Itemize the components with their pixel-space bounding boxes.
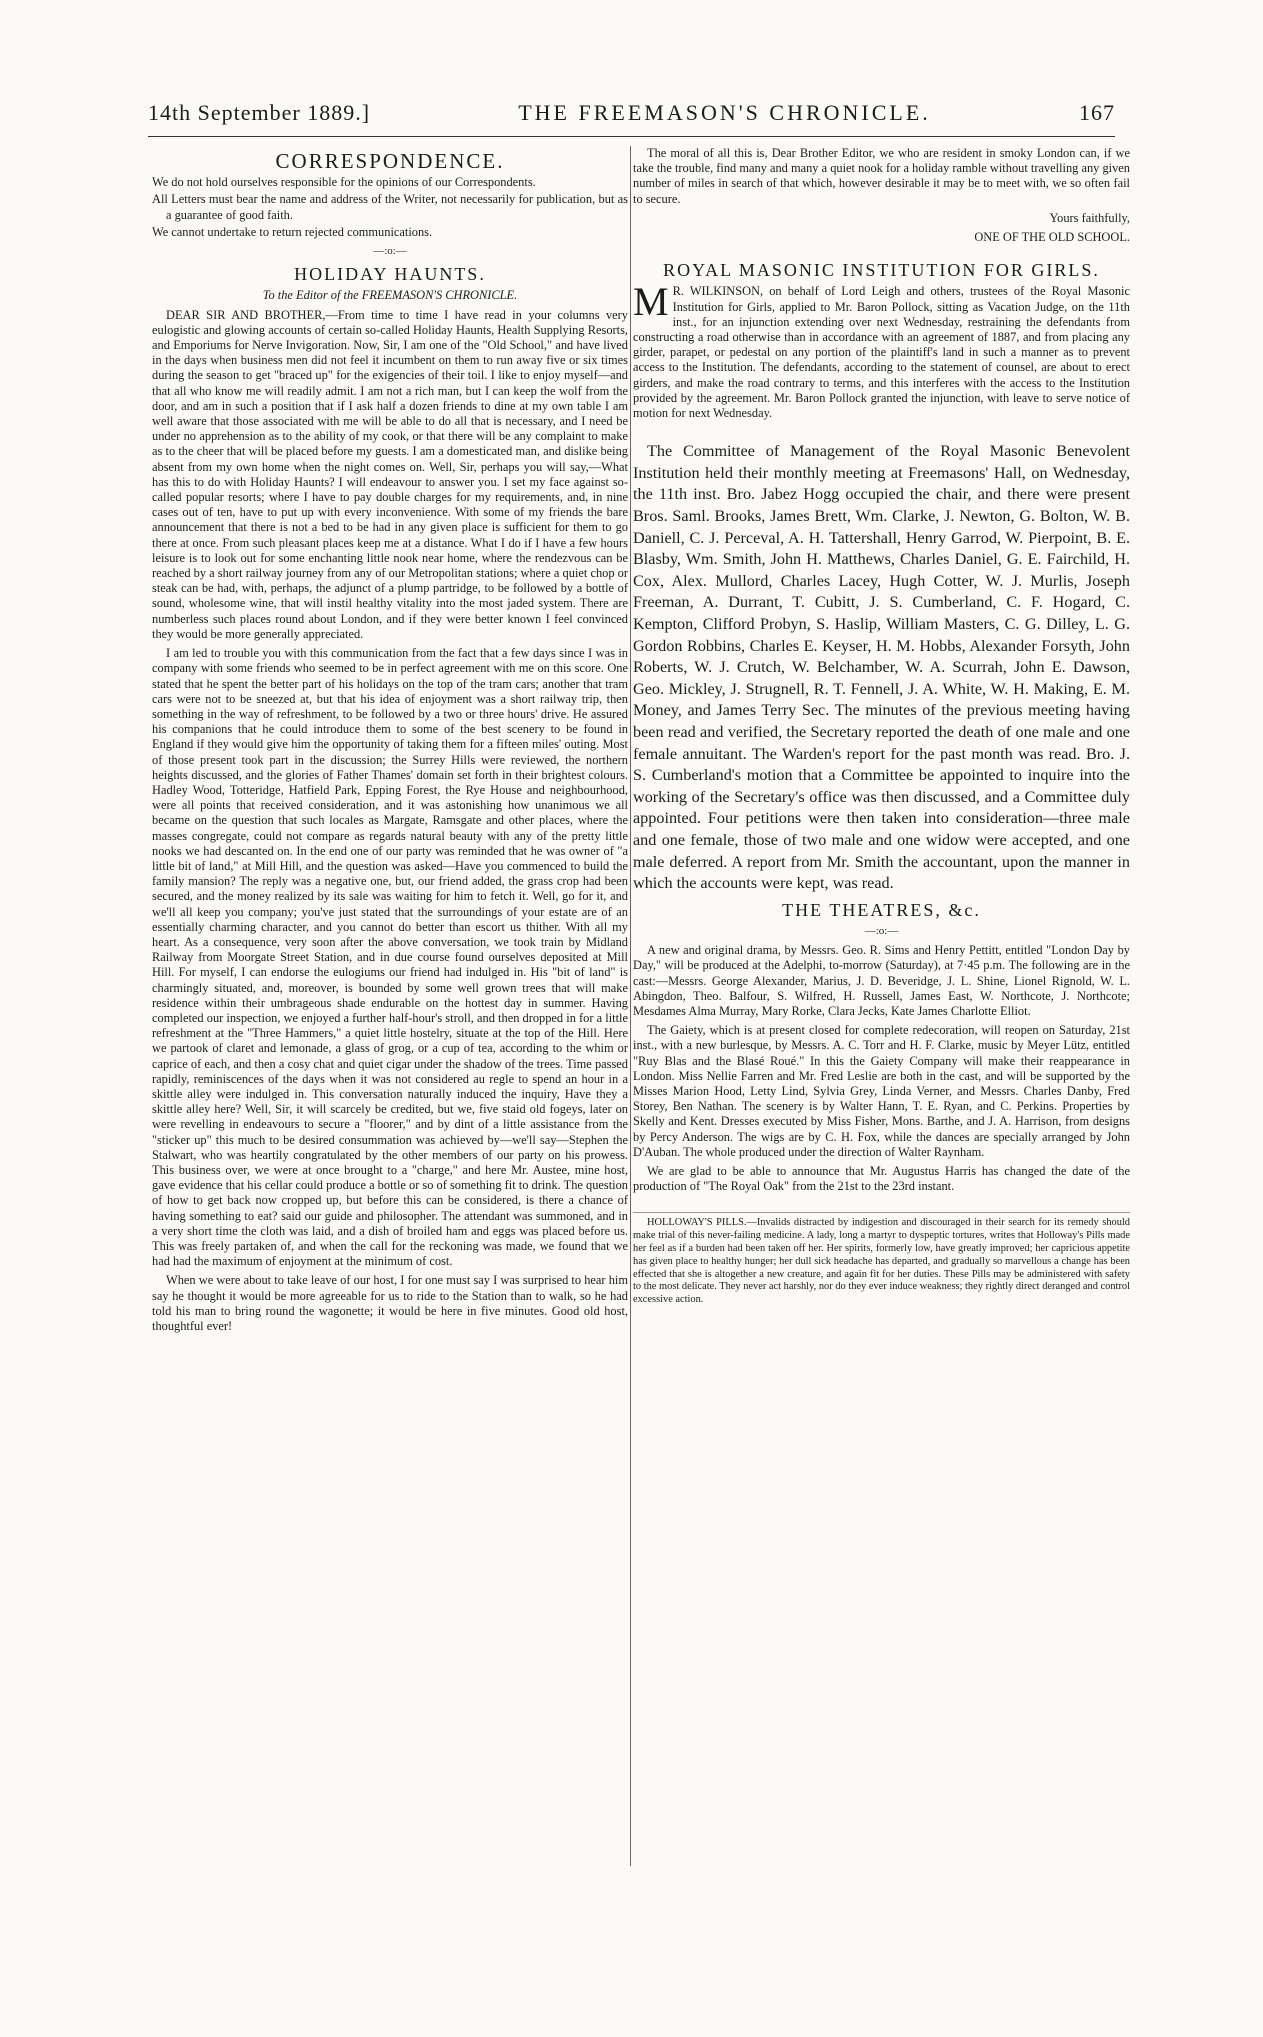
- right-column: [633, 146, 1130, 1866]
- header-title: THE FREEMASON'S CHRONICLE.: [518, 100, 931, 125]
- benevolent-paragraph: The Committee of Management of the Royal Masonic Benevolent Institution held their monthly meeting at Freemasons' Hall, on Wednesday, the 11th inst. Bro. Jabez Hogg occupied the chair, and there were present Bros. Saml. Brooks, James Brett, Wm. Clarke, J. Newton, G. Bolton, W. B. Daniell, C. J. Perceval, A. H. Tattershall, Henry Garrod, W. Pierpoint, B. E. Blasby, Wm. Smith, John H. Matthews, Charles Daniel, G. E. Fairchild, H. Cox, Alex. Mullord, Charles Lacey, Hugh Cotter, W. J. Murlis, Joseph Freeman, A. Durrant, T. Cubitt, J. S. Cumberland, C. F. Hogard, C. Kempton, Clifford Probyn, S. Haslip, William Masters, C. G. Dilley, L. G. Gordon Robbins, Charles E. Keyser, H. M. Hobbs, Alexander Forsyth, John Roberts, W. J. Crutch, W. Belchamber, W. A. Scurrah, John E. Dawson, Geo. Mickley, J. Strugnell, R. T. Fennell, J. A. White, W. H. Making, E. M. Money, and James Terry Sec. The minutes of the previous meeting having been read and verified, the Secretary reported the death of one male and one female annuitant. The Warden's report for the past month was read. Bro. J. S. Cumberland's motion that a Committee be appointed to inquire into the working of the Secretary's office was then discussed, and a Committee duly appointed. Four petitions were then taken into consideration—three male and one female, those of two male and one widow were accepted, and one male deferred. A report from Mr. Smith the accountant, upon the manner in which the accounts were kept, was read.: [633, 442, 1130, 893]
- holiday-heading: HOLIDAY HAUNTS.: [294, 264, 486, 285]
- section-separator: —:o:—: [864, 924, 899, 937]
- holiday-paragraph: DEAR SIR AND BROTHER,—From time to time I have read in your columns very eulogistic and glowing accounts of certain so-called Holiday Haunts, Health Supplying Resorts, and Emporiums for Nerve Invigoration. Now, Sir, I am one of the "Old School," and have lived in the days when business men did not feel it incumbent on them to run away five or six times during the season to get "braced up" for the exigencies of their toil. I like to enjoy myself—and that all who know me will readily admit. I am not a rich man, but I can keep the wolf from the door, and am in such a position that if I ask half a dozen friends to dine at my own table I am well aware that those associated with me will be able to do all that is necessary, and I need be under no apprehension as to the ability of my cook, or that there will be any complaint to make as to the cheer that will be placed before my guests. I am a domesticated man, and dislike being absent from my own home when the night comes on. Well, Sir, perhaps you will say,—What has this to do with Holiday Haunts? I will endeavour to answer you. I set my face against so-called popular resorts; where I have to pay double charges for my requirements, and, in nine cases out of ten, have to put up with every inconvenience. With some of my friends the bare announcement that there is not a bed to be had in any given place is sufficient for them to go there at once. From such pleasant places keep me at a distance. What I do if I have a few hours leisure is to look out for some enchanting little nook near home, where the rendezvous can be reached by a short railway journey from any of our Metropolitan stations; where a quiet chop or steak can be had, with, perhaps, the adjunct of a plump partridge, to be followed by a bottle of sound, wholesome wine, that will instil healthy vitality into the most jaded system. There are numberless such places round about London, and if they were better known I feel convinced they would be more generally appreciated.: [152, 307, 628, 641]
- theatres-paragraph: The Gaiety, which is at present closed for complete redecoration, will reopen on Saturday, 21st inst., with a new burlesque, by Messrs. A. C. Torr and H. F. Clarke, music by Meyer Lütz, entitled "Ruy Blas and the Blasé Roué." In this the Gaiety Company will make their reappearance in London. Miss Nellie Farren and Mr. Fred Leslie are both in the cast, and will be supported by the Misses Marion Hood, Letty Lind, Sylvia Grey, Linda Verner, and Messrs. Charles Danby, Fred Storey, Ben Nathan. The scenery is by Walter Hann, T. E. Ryan, and C. Perkins. Properties by Skelly and Kent. Dresses executed by Miss Fisher, Mons. Barthe, and J. A. Harrison, from designs by Percy Anderson. The wigs are by C. H. Fox, while the dances are specially arranged by John D'Auban. The whole produced under the direction of Walter Raynham.: [633, 1023, 1130, 1159]
- column-divider: [630, 146, 631, 1866]
- left-column: [152, 146, 628, 1866]
- theatres-heading: THE THEATRES, &c.: [782, 899, 981, 920]
- holiday-paragraph: I am led to trouble you with this communication from the fact that a few days since I was in company with some friends who seemed to be in perfect agreement with me on this score. One stated that he spent the better part of his holidays on the top of the tram cars; another that tram cars were not to be sneezed at, but that his idea of enjoyment was a short railway trip, then something in the way of refreshment, to be followed by a two or three hours' drive. He assured his companions that he could introduce them to some of the best scenery to be found in England if they would give him the opportunity of taking them for a fifteen miles' outing. Most of those present took part in the discussion; the Surrey Hills were reviewed, the northern heights discussed, and the glories of Father Thames' domain set forth in their brightest colours. Hadley Wood, Totteridge, Hatfield Park, Epping Forest, the Rye House and neighbourhood, were all points that received consideration, and it was astonishing how unanimous we all became on the question that such locales as Margate, Ramsgate and other places, where the masses congregate, could not compare as regards natural beauty with any of the pretty little nooks we had descanted on. In the end one of our party was reminded that he was owner of "a little bit of land," at Mill Hill, and the question was asked—Have you commenced to build the family mansion? The reply was a negative one, but, our friend added, the grass crop had been secured, and the money realized by its sale was waiting for him to fetch it. Well, go for it, and we'll all keep you company; you've just stated that the surroundings of your estate are of an essentially charming character, and you cannot do better than escort us thither. With all my heart. As a consequence, very soon after the above conversation, we took train by Midland Railway from Moorgate Street Station, and in due course found ourselves deposited at Mill Hill. For myself, I can endorse the eulogiums our friend had indulged in. His "bit of land" is charmingly situated, and, moreover, is bounded by some well grown trees that will make residence within their umbrageous shade endurable on the hottest day in summer. Having completed our inspection, we enjoyed a further half-hour's stroll, and then dropped in for a little refreshment at the "Three Hammers," a quiet little hostelry, situate at the top of the Hill. Here we partook of claret and lemonade, a glass of grog, or a cup of tea, according to the whim or caprice of each, and then a cosy chat and quiet cigar under the shadow of the trees. Time passed rapidly, reminiscences of the days when it was not considered au regle to spend an hour in a skittle alley were indulged in. This conversation naturally induced the inquiry, Have they a skittle alley here? Well, Sir, it will scarcely be credited, but we, five staid old fogeys, later on were revelling in endeavours to secure a "floorer," and by dint of a little assistance from the "sticker up" this much to be desired consummation was achieved by—we'll say—Stephen the Stalwart, who was heartily congratulated by the other members of our party on his prowess. This business over, we were at once brought to a "charge," and here Mr. Austee, mine host, gave evidence that his cellar could produce a bottle or so of something fit to drink. The question of how to get back now cropped up, but before this can be considered, is there a chance of having something to eat? said our guide and philosopher. The attendant was summoned, and in a very short time the cloth was laid, and a dish of broiled ham and eggs was placed before us. This was freely partaken of, and when the call for the reckoning was made, we found that we had had the maximum of enjoyment at the minimum of cost.: [152, 646, 628, 1269]
- header-rule: [148, 136, 1115, 137]
- correspondence-note: All Letters must bear the name and address of the Writer, not necessarily for publication, but as a guarantee of good faith.: [152, 192, 628, 222]
- rmig-text: R. WILKINSON, on behalf of Lord Leigh and others, trustees of the Royal Masonic Institution for Girls, applied to Mr. Baron Pollock, sitting as Vacation Judge, on the 11th inst., for an injunction extending over next Wednesday, restraining the defendants from constructing a road otherwise than in accordance with an agreement of 1887, and from placing any girder, parapet, or pedestal on any portion of the plaintiff's land in such a manner as to prevent access to the Institution. The defendants, according to the statement of counsel, are about to erect girders, and make the road contrary to terms, and this interferes with the access to the Institution provided by the agreement. Mr. Baron Pollock granted the injunction, with leave to serve notice of motion for next Wednesday.: [633, 284, 1130, 421]
- header-page-number: 167: [1078, 100, 1115, 125]
- theatres-paragraph: A new and original drama, by Messrs. Geo. R. Sims and Henry Pettitt, entitled "London Day by Day," will be produced at the Adelphi, to-morrow (Saturday), at 7·45 p.m. The following are in the cast:—Messrs. George Alexander, Marius, J. D. Beveridge, J. L. Shine, Lionel Rignold, W. L. Abingdon, Theo. Balfour, S. Wilfred, H. Russell, James East, W. Northcote, J. Northcote; Mesdames Alma Murray, Mary Rorke, Clara Jecks, Kate James Charlotte Elliot.: [633, 943, 1130, 1018]
- holloways-advert: HOLLOWAY'S PILLS.—Invalids distracted by indigestion and discouraged in their search for its remedy should make trial of this never-failing medicine. A lady, long a martyr to dyspeptic tortures, writes that Holloway's Pills made her feel as if a burden had been taken off her. Her spirits, formerly low, have greatly improved; her capricious appetite has given place to healthy hunger; her dull sick headache has departed, and gradually so marvellous a change has been effected that she is altogether a new creature, and again fit for her duties. These Pills may be administered with safety to the most delicate. They never act harshly, nor do they ever induce weakness; they rightly direct deranged and control excessive action.: [633, 1212, 1130, 1307]
- running-header: [148, 100, 1115, 130]
- rmig-heading: ROYAL MASONIC INSTITUTION FOR GIRLS.: [663, 260, 1100, 281]
- correspondence-note: We do not hold ourselves responsible for the opinions of our Correspondents.: [152, 175, 536, 190]
- letter-closing: Yours faithfully,: [1049, 210, 1130, 225]
- theatres-paragraph: We are glad to be able to announce that Mr. Augustus Harris has changed the date of the production of "The Royal Oak" from the 21st to the 23rd instant.: [633, 1163, 1130, 1194]
- correspondence-heading: CORRESPONDENCE.: [275, 149, 505, 173]
- holiday-addressee: To the Editor of the FREEMASON'S CHRONICLE.: [262, 288, 518, 303]
- letter-signature: ONE OF THE OLD SCHOOL.: [974, 230, 1130, 245]
- header-date: 14th September 1889.]: [148, 100, 371, 125]
- rmig-paragraph: [633, 279, 1130, 421]
- section-separator: —:o:—: [373, 245, 407, 258]
- rmig-dropcap: M: [633, 279, 669, 325]
- holiday-paragraph: When we were about to take leave of our host, I for one must say I was surprised to hear him say he thought it would be more agreeable for us to ride to the Station than to walk, so he had told his man to bring round the wagonette; it would be here in five minutes. Good old host, thoughtful ever!: [152, 1273, 628, 1334]
- holiday-paragraph: The moral of all this is, Dear Brother Editor, we who are resident in smoky London can, if we take the trouble, find many and many a quiet nook for a holiday ramble without travelling any given number of miles in search of that which, however desirable it may be to meet with, we so often fail to secure.: [633, 146, 1130, 206]
- correspondence-note: We cannot undertake to return rejected communications.: [152, 224, 433, 239]
